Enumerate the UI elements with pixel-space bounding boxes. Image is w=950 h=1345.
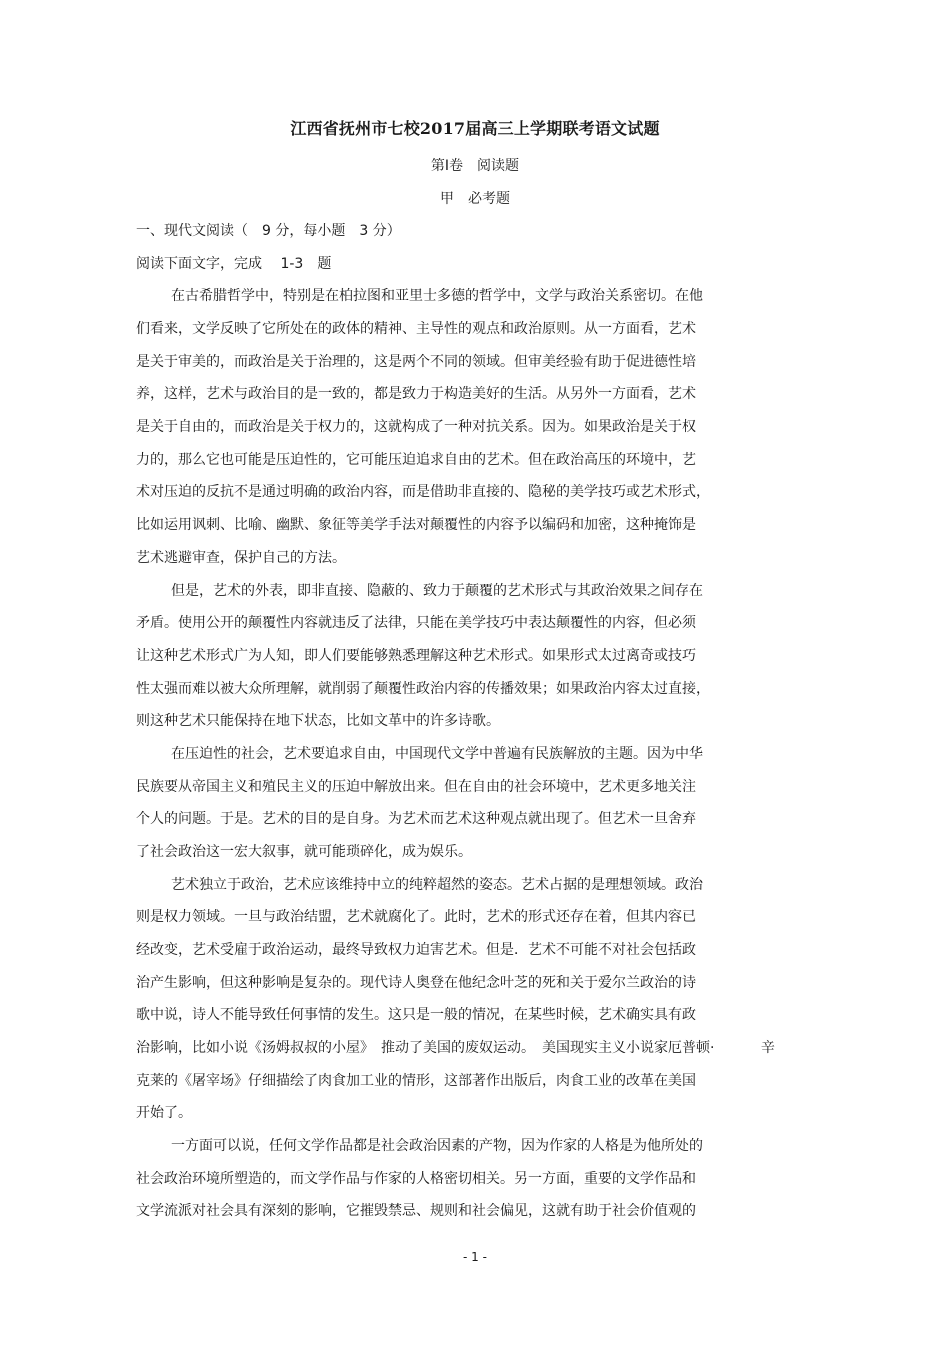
exam-title: 江西省抚州市七校2017届高三上学期联考语文试题 bbox=[290, 119, 660, 138]
passage-line: 克莱的《屠宰场》仔细描绘了肉食加工业的情形，这部著作出版后，肉食工业的改革在美国 bbox=[136, 1073, 696, 1089]
passage-line: 经改变，艺术受雇于政治运动，最终导致权力迫害艺术。但是．艺术不可能不对社会包括政 bbox=[136, 942, 696, 958]
passage-line: 社会政治环境所塑造的，而文学作品与作家的人格密切相关。另一方面，重要的文学作品和 bbox=[136, 1171, 696, 1187]
passage-line: 则这种艺术只能保持在地下状态，比如文革中的许多诗歌。 bbox=[136, 713, 500, 729]
passage-line: 个人的问题。于是。艺术的目的是自身。为艺术而艺术这种观点就出现了。但艺术一旦舍弃 bbox=[136, 811, 696, 827]
passage-line: 但是，艺术的外表，即非直接、隐蔽的、致力于颠覆的艺术形式与其政治效果之间存在 bbox=[171, 583, 703, 599]
passage-line: 在古希腊哲学中，特别是在柏拉图和亚里士多德的哲学中，文学与政治关系密切。在他 bbox=[171, 288, 703, 304]
question-heading: 一、现代文阅读（ 9 分，每小题 3 分） bbox=[136, 223, 401, 239]
page-number: - 1 - bbox=[463, 1250, 487, 1264]
passage-line: 性太强而难以被大众所理解，就削弱了颠覆性政治内容的传播效果；如果政治内容太过直接， bbox=[136, 681, 710, 697]
passage-line: 治产生影响，但这种影响是复杂的。现代诗人奥登在他纪念叶芝的死和关于爱尔兰政治的诗 bbox=[136, 975, 696, 991]
passage-line: 歌中说，诗人不能导致任何事情的发生。这只是一般的情况，在某些时候，艺术确实具有政 bbox=[136, 1007, 696, 1023]
passage-line: 是关于自由的，而政治是关于权力的，这就构成了一种对抗关系。因为。如果政治是关于权 bbox=[136, 419, 696, 435]
passage-line: 矛盾。使用公开的颠覆性内容就违反了法律，只能在美学技巧中表达颠覆性的内容，但必须 bbox=[136, 615, 696, 631]
question-instruction: 阅读下面文字，完成 1-3 题 bbox=[136, 256, 332, 272]
passage-line: 在压迫性的社会，艺术要追求自由，中国现代文学中普遍有民族解放的主题。因为中华 bbox=[171, 746, 703, 762]
passage-line: 是关于审美的，而政治是关于治理的，这是两个不同的领域。但审美经验有助于促进德性培 bbox=[136, 354, 696, 370]
volume-heading: 第Ⅰ卷 阅读题 bbox=[430, 158, 520, 174]
passage-line: 治影响，比如小说《汤姆叔叔的小屋》 推动了美国的废奴运动。 美国现实主义小说家厄普顿· 辛 bbox=[136, 1040, 775, 1056]
passage-line: 术对压迫的反抗不是通过明确的政治内容，而是借助非直接的、隐秘的美学技巧或艺术形式， bbox=[136, 484, 710, 500]
passage-line: 艺术逃避审查，保护自己的方法。 bbox=[136, 550, 346, 566]
passage-line: 养，这样，艺术与政治目的是一致的，都是致力于构造美好的生活。从另外一方面看，艺术 bbox=[136, 386, 696, 402]
passage-line: 则是权力领域。一旦与政治结盟，艺术就腐化了。此时，艺术的形式还存在着，但其内容已 bbox=[136, 909, 696, 925]
passage-line: 了社会政治这一宏大叙事，就可能琐碎化，成为娱乐。 bbox=[136, 844, 472, 860]
passage-line: 们看来，文学反映了它所处在的政体的精神、主导性的观点和政治原则。从一方面看，艺术 bbox=[136, 321, 696, 337]
section-heading: 甲 必考题 bbox=[440, 191, 510, 207]
passage-line: 一方面可以说，任何文学作品都是社会政治因素的产物，因为作家的人格是为他所处的 bbox=[171, 1138, 703, 1154]
passage-line: 让这种艺术形式广为人知，即人们要能够熟悉理解这种艺术形式。如果形式太过离奇或技巧 bbox=[136, 648, 696, 664]
passage-line: 民族要从帝国主义和殖民主义的压迫中解放出来。但在自由的社会环境中，艺术更多地关注 bbox=[136, 779, 696, 795]
passage-line: 文学流派对社会具有深刻的影响，它摧毁禁忌、规则和社会偏见，这就有助于社会价值观的 bbox=[136, 1203, 696, 1219]
passage-line: 开始了。 bbox=[136, 1105, 192, 1121]
passage-line: 比如运用讽刺、比喻、幽默、象征等美学手法对颠覆性的内容予以编码和加密，这种掩饰是 bbox=[136, 517, 696, 533]
passage-line: 艺术独立于政治，艺术应该维持中立的纯粹超然的姿态。艺术占据的是理想领域。政治 bbox=[171, 877, 703, 893]
passage-line: 力的，那么它也可能是压迫性的，它可能压迫追求自由的艺术。但在政治高压的环境中，艺 bbox=[136, 452, 696, 468]
